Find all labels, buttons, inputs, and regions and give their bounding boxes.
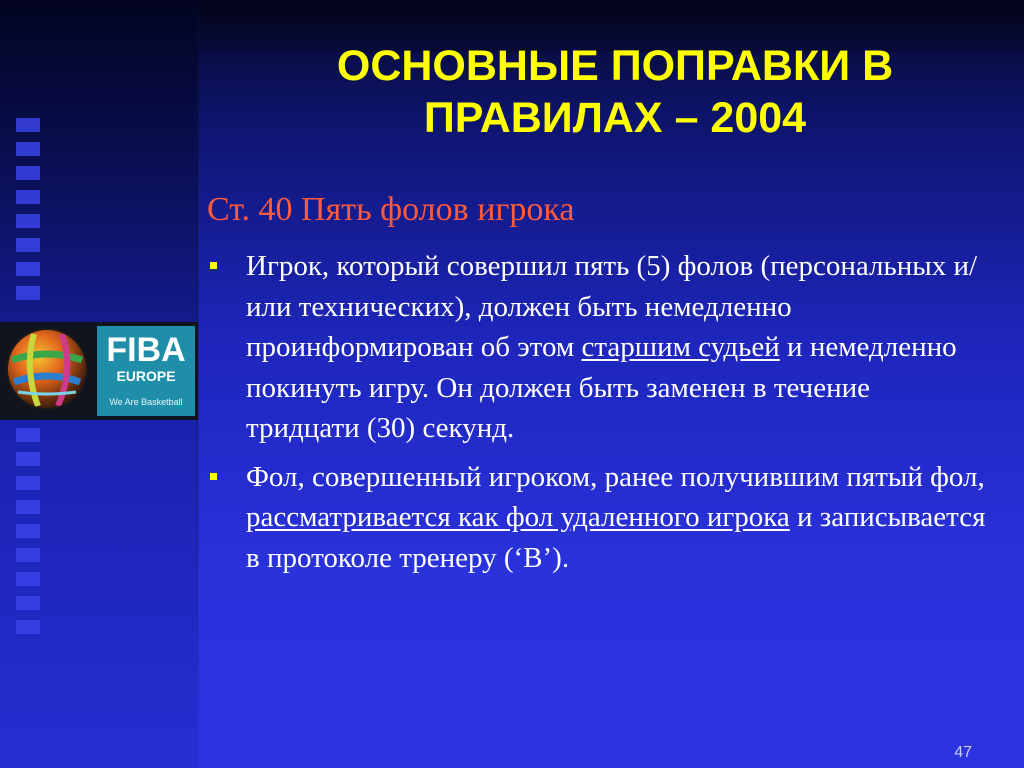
decorative-square xyxy=(16,262,40,276)
bullet-list xyxy=(208,246,988,586)
slide-title: ОСНОВНЫЕ ПОПРАВКИ В ПРАВИЛАХ – 2004 xyxy=(336,42,894,142)
article-heading: Ст. 40 Пять фолов игрока xyxy=(207,191,575,228)
bullet-marker-icon xyxy=(210,473,217,480)
decorative-square xyxy=(16,142,40,156)
bullet-text: и немедленно покинуть игру. Он должен быть заменен в течение тридцати (30) секунд. xyxy=(246,331,957,444)
decorative-square xyxy=(16,190,40,204)
decorative-square xyxy=(16,476,40,490)
fiba-europe-logo xyxy=(0,322,198,420)
decorative-square xyxy=(16,548,40,562)
decorative-square xyxy=(16,500,40,514)
bullet-underlined-text: рассматривается как фол удаленного игрока xyxy=(246,501,790,533)
decorative-square xyxy=(16,596,40,610)
bullet-marker-icon xyxy=(210,262,217,269)
logo-tagline: We Are Basketball xyxy=(109,397,183,407)
fiba-wordmark: FIBA xyxy=(106,331,186,369)
bullet-item xyxy=(208,457,988,579)
decorative-square xyxy=(16,166,40,180)
decorative-square xyxy=(16,620,40,634)
bullet-text: Игрок, который совершил пять (5) фолов (персональных и/или технических), должен быть немедленно проинформирован об этом xyxy=(246,250,978,363)
basketball-globe-icon xyxy=(4,326,90,412)
decorative-square xyxy=(16,428,40,442)
decorative-squares xyxy=(16,118,44,310)
bullet-text: Фол, совершенный игроком, ранее получившим пятый фол, xyxy=(246,460,985,493)
decorative-square xyxy=(16,214,40,228)
decorative-square xyxy=(16,572,40,586)
bullet-text: и записывается в протоколе тренеру (‘В’). xyxy=(246,501,986,574)
decorative-square xyxy=(16,286,40,300)
fiba-logo-box xyxy=(97,326,195,416)
europe-wordmark: EUROPE xyxy=(116,368,176,384)
bullet-underlined-text: старшим судьей xyxy=(581,331,780,363)
decorative-squares-lower xyxy=(16,428,44,644)
bullet-item xyxy=(208,246,988,449)
decorative-square xyxy=(16,524,40,538)
decorative-square xyxy=(16,452,40,466)
decorative-square xyxy=(16,238,40,252)
decorative-square xyxy=(16,118,40,132)
page-number: 47 xyxy=(954,744,972,761)
